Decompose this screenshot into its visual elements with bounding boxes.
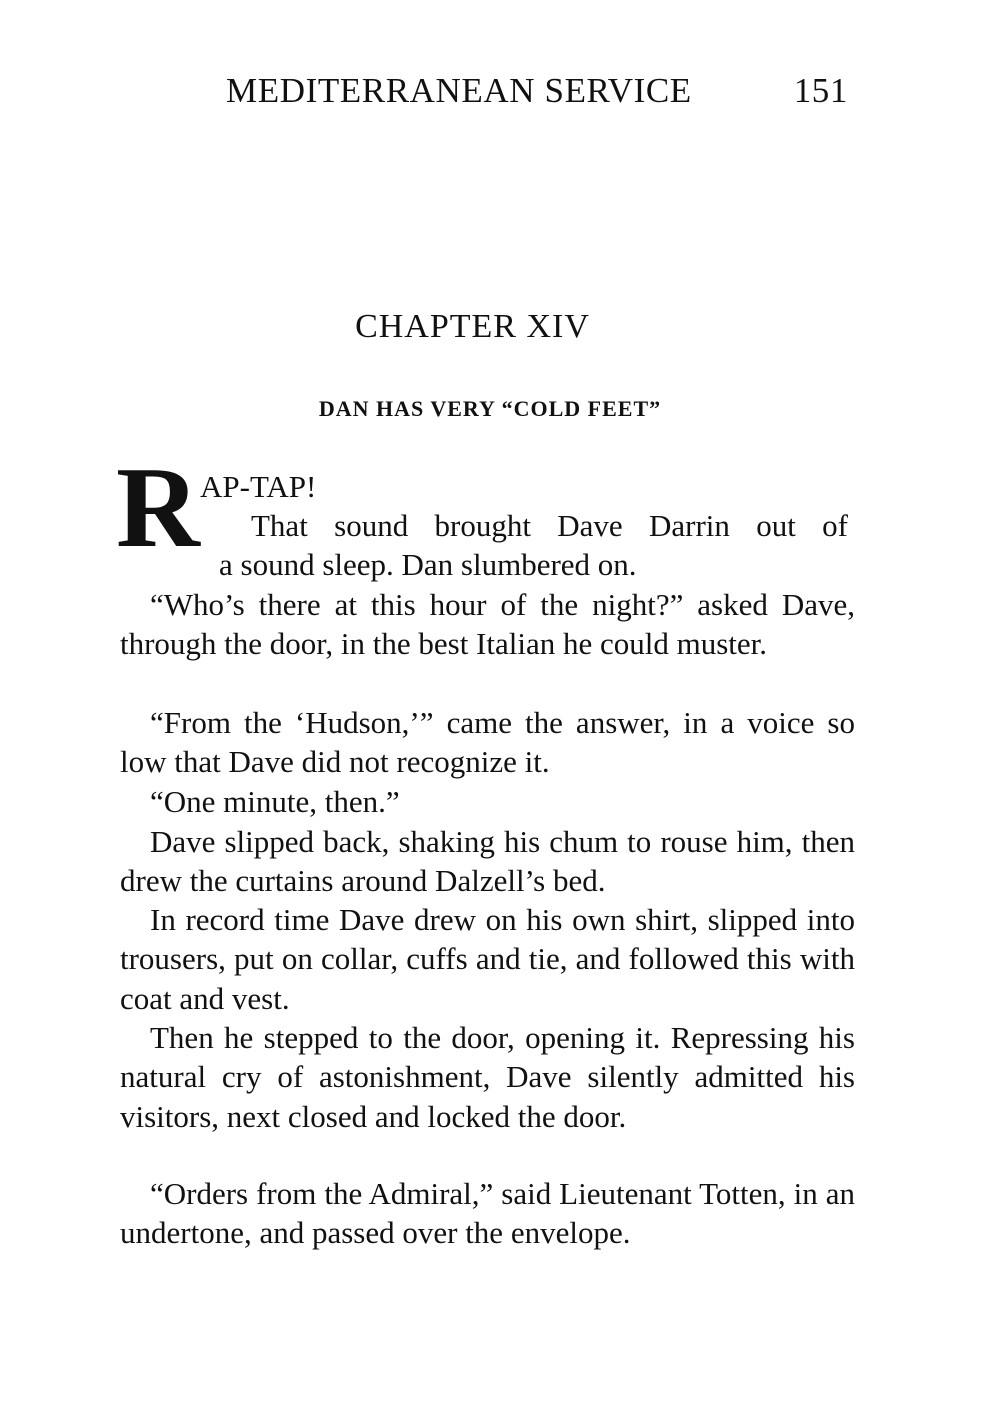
page-number: 151 [793,71,848,110]
opening-line-1: AP-TAP! [200,469,317,504]
paragraph-3: “One minute, then.” [150,784,400,819]
opening-line-2: That sound brought Dave Darrin out of [251,508,848,543]
paragraph-1: “Who’s there at this hour of the night?” asked Dave, through the door, in the best Italian he could muster. [120,587,855,662]
opening-line-3: a sound sleep. Dan slumbered on. [219,547,637,582]
running-head [226,68,848,114]
running-title: MEDITERRANEAN SERVICE [226,71,692,110]
paragraph-6: Then he stepped to the door, opening it. Repressing his natural cry of astonishment, Dave silently admitted his visitors, next closed and locked the door. [120,1020,855,1134]
chapter-number: CHAPTER XIV [355,308,590,345]
paragraph-5: In record time Dave drew on his own shirt, slipped into trousers, put on collar, cuffs and tie, and followed this with coat and vest. [120,902,855,1016]
paragraph-7: “Orders from the Admiral,” said Lieutenant Totten, in an undertone, and passed over the envelope. [120,1176,855,1251]
paragraph-4: Dave slipped back, shaking his chum to rouse him, then drew the curtains around Dalzell’s bed. [120,824,855,899]
drop-cap: R [116,444,200,572]
paragraph-2: “From the ‘Hudson,’” came the answer, in a voice so low that Dave did not recognize it. [120,705,855,780]
chapter-title: DAN HAS VERY “COLD FEET” [318,396,662,421]
